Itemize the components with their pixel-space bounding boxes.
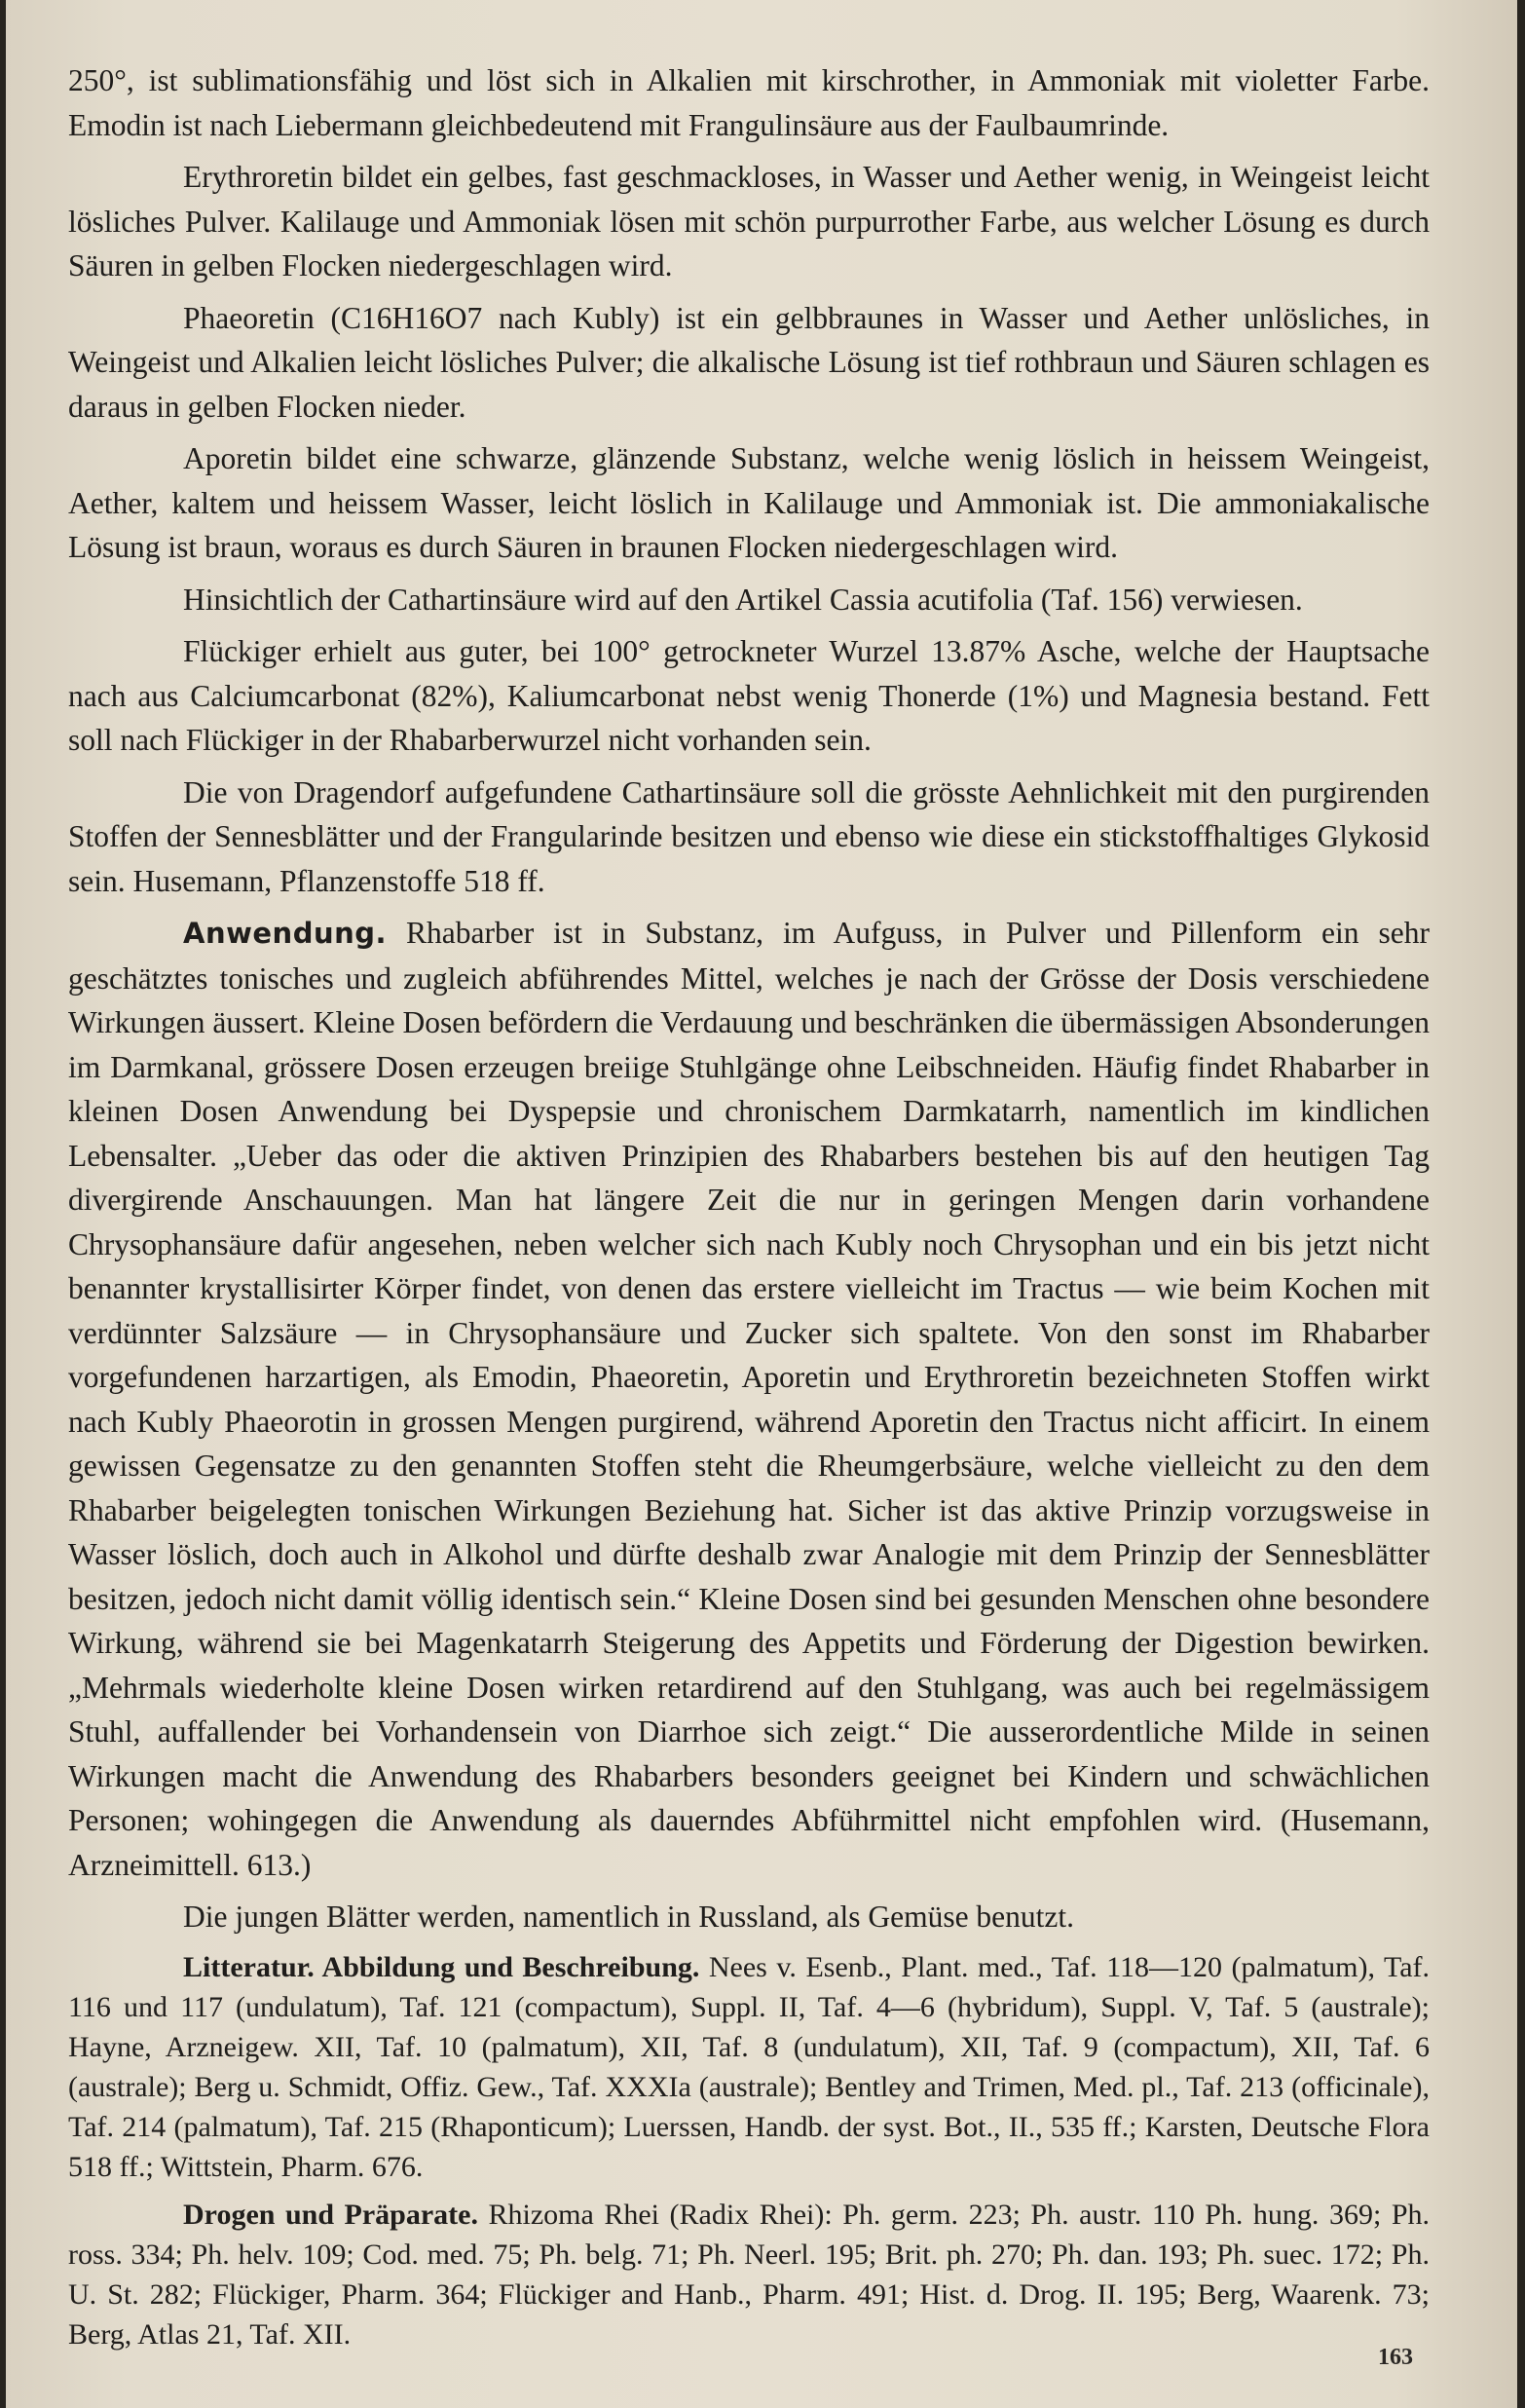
section-drogen — [68, 2195, 1430, 2354]
anwendung-text: Rhabarber ist in Substanz, im Aufguss, in Pulver und Pillenform ein sehr geschätztes tonisches und zugleich abführendes Mittel, welches je nach der Grösse der Dosis verschiedene Wirkungen äussert. Kleine Dosen befördern die Verdauung und beschränken die übermässigen Absonderungen im Darmkanal, grössere Dosen erzeugen breiige Stuhlgänge ohne Leibschneiden. Häufig findet Rhabarber in kleinen Dosen Anwendung bei Dyspepsie und chronischem Darmkatarrh, namentlich im kindlichen Lebensalter. „Ueber das oder die aktiven Prinzipien des Rhabarbers bestehen bis auf den heutigen Tag divergirende Anschauungen. Man hat längere Zeit die nur in geringen Mengen darin vorhandene Chrysophansäure dafür angesehen, neben welcher sich nach Kubly noch Chrysophan und ein bis jetzt nicht benannter krystallisirter Körper findet, von denen das erstere vielleicht im Tractus — wie beim Kochen mit verdünnter Salzsäure — in Chrysophansäure und Zucker sich spaltete. Von den sonst im Rhabarber vorgefundenen harzartigen, als Emodin, Phaeoretin, Aporetin und Erythroretin bezeichneten Stoffen wirkt nach Kubly Phaeorotin in grossen Mengen purgirend, während Aporetin den Tractus nicht afficirt. In einem gewissen Gegensatze zu den genannten Stoffen steht die Rheumgerbsäure, welche vielleicht zu den dem Rhabarber beigelegten tonischen Wirkungen Beziehung hat. Sicher ist das aktive Prinzip vorzugsweise in Wasser löslich, doch auch in Alkohol und dürfte deshalb zwar Analogie mit dem Prinzip der Sennesblätter besitzen, jedoch nicht damit völlig identisch sein.“ Kleine Dosen sind bei gesunden Menschen ohne besondere Wirkung, während sie bei Magenkatarrh Steigerung des Appetits und Förderung der Digestion bewirken. „Mehrmals wiederholte kleine Dosen wirken retardirend auf den Stuhlgang, was auch bei regelmässigem Stuhl, auffallender bei Vorhandensein von Diarrhoe sich zeigt.“ Die ausserordentliche Milde in seinen Wirkungen macht die Anwendung des Rhabarbers besonders geeignet bei Kindern und schwächlichen Personen; wohingegen die Anwendung als dauerndes Abführmittel nicht empfohlen wird. (Husemann, Arzneimittell. 613.) — [68, 916, 1430, 1882]
anwendung-heading: Anwendung. — [183, 917, 388, 950]
drogen-heading: Drogen und Präparate. — [183, 2198, 478, 2231]
paragraph-aporetin: Aporetin bildet eine schwarze, glänzende Substanz, welche wenig löslich in heissem Weingeist, Aether, kaltem und heissem Wasser, leicht löslich in Kalilauge und Ammoniak ist. Die ammoniakalische Lösung ist braun, woraus es durch Säuren in braunen Flocken niedergeschlagen wird. — [68, 441, 1430, 564]
paragraph-erythroretin: Erythroretin bildet ein gelbes, fast geschmackloses, in Wasser und Aether wenig, in Weingeist leicht lösliches Pulver. Kalilauge und Ammoniak lösen mit schön purpurrother Farbe, aus welcher Lösung es durch Säuren in gelben Flocken niedergeschlagen wird. — [68, 160, 1430, 282]
paragraph-junge-blaetter: Die jungen Blätter werden, namentlich in Russland, als Gemüse benutzt. — [183, 1900, 1075, 1934]
litteratur-heading: Litteratur. Abbildung und Beschreibung. — [183, 1950, 700, 1983]
drogen-text: Rhizoma Rhei (Radix Rhei): Ph. germ. 223; Ph. austr. 110 Ph. hung. 369; Ph. ross. 334; Ph. helv. 109; Cod. med. 75; Ph. belg. 71; Ph. Neerl. 195; Brit. ph. 270; Ph. dan. 193; Ph. suec. 172; Ph. U. St. 282; Flückiger, Pharm. 364; Flückiger and Hanb., Pharm. 491; Hist. d. Drog. II. 195; Berg, Waarenk. 73; Berg, Atlas 21, Taf. XII. — [68, 2198, 1430, 2351]
paragraph-phaeoretin: Phaeoretin (C16H16O7 nach Kubly) ist ein gelbbraunes in Wasser und Aether unlösliches, in Weingeist und Alkalien leicht lösliches Pulver; die alkalische Lösung ist tief rothbraun und Säuren schlagen es daraus in gelben Flocken nieder. — [68, 300, 1430, 424]
page-number: 163 — [1378, 2345, 1413, 2370]
section-anwendung — [68, 911, 1430, 1887]
paragraph-emodin-end: 250°, ist sublimationsfähig und löst sich in Alkalien mit kirschrother, in Ammoniak mit violetter Farbe. Emodin ist nach Liebermann gleichbedeutend mit Frangulinsäure aus der Faulbaumrinde. — [68, 63, 1430, 142]
paragraph-cathartinsaeure: Hinsichtlich der Cathartinsäure wird auf den Artikel Cassia acutifolia (Taf. 156) verwiesen. — [183, 582, 1303, 617]
section-litteratur — [68, 1947, 1430, 2187]
paragraph-flueckiger-asche: Flückiger erhielt aus guter, bei 100° getrockneter Wurzel 13.87% Asche, welche der Hauptsache nach aus Calciumcarbonat (82%), Kaliumcarbonat nebst wenig Thonerde (1%) und Magnesia bestand. Fett soll nach Flückiger in der Rhabarberwurzel nicht vorhanden sein. — [68, 634, 1430, 757]
document-page — [6, 0, 1517, 2408]
litteratur-text: Nees v. Esenb., Plant. med., Taf. 118—120 (palmatum), Taf. 116 und 117 (undulatum), Taf. 121 (compactum), Suppl. II, Taf. 4—6 (hybridum), Suppl. V, Taf. 5 (australe); Hayne, Arzneigew. XII, Taf. 10 (palmatum), XII, Taf. 8 (undulatum), XII, Taf. 9 (compactum), XII, Taf. 6 (australe); Berg u. Schmidt, Offiz. Gew., Taf. XXXIa (australe); Bentley and Trimen, Med. pl., Taf. 213 (officinale), Taf. 214 (palmatum), Taf. 215 (Rhaponticum); Luerssen, Handb. der syst. Bot., II., 535 ff.; Karsten, Deutsche Flora 518 ff.; Wittstein, Pharm. 676. — [68, 1950, 1430, 2183]
paragraph-dragendorf: Die von Dragendorf aufgefundene Cathartinsäure soll die grösste Aehnlichkeit mit den purgirenden Stoffen der Sennesblätter und der Frangularinde besitzen und ebenso wie diese ein stickstoffhaltiges Glykosid sein. Husemann, Pflanzenstoffe 518 ff. — [68, 774, 1430, 898]
